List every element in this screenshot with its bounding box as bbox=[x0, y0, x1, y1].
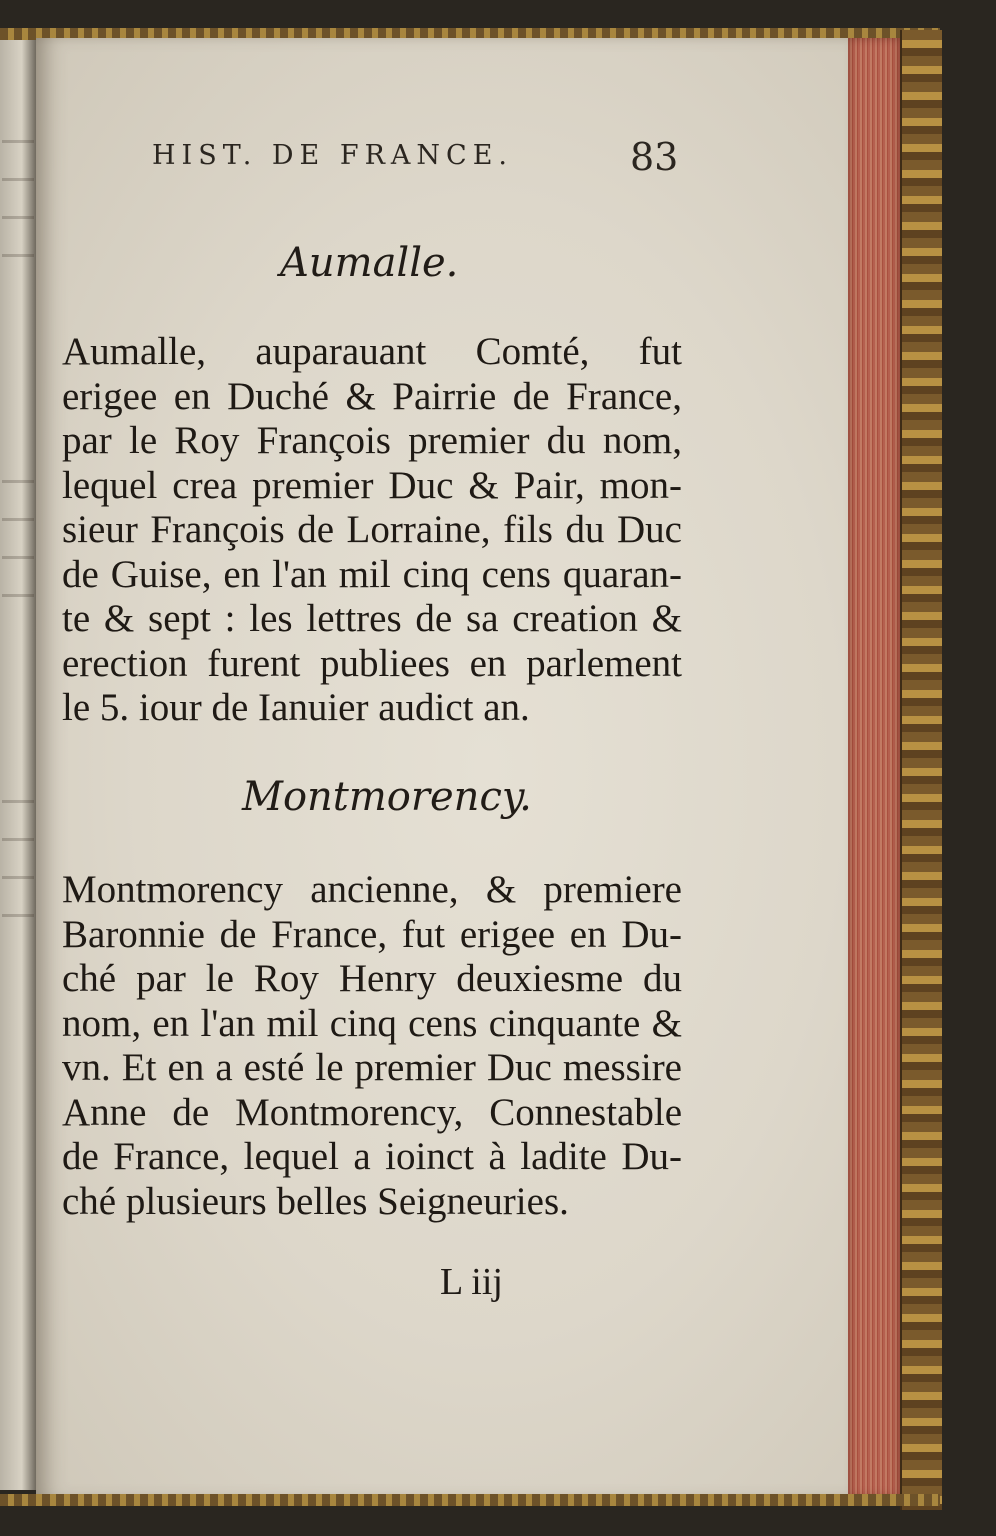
signature-mark: L iij bbox=[440, 1261, 503, 1303]
book-bottom-rim bbox=[0, 1494, 940, 1506]
left-page-text-shadow bbox=[2, 140, 34, 260]
text-line: nom, en l'an mil cinq cens cinquante & bbox=[62, 1001, 682, 1045]
text-line: de France, lequel a ioinct à ladite Du- bbox=[62, 1135, 682, 1178]
text-line: lequel crea premier Duc & Pair, mon- bbox=[62, 463, 682, 507]
section-paragraph bbox=[62, 868, 682, 1224]
text-line: de Guise, en l'an mil cinq cens quaran- bbox=[62, 552, 682, 596]
page-edges bbox=[848, 38, 900, 1498]
page-number: 83 bbox=[630, 135, 679, 179]
book-cover-gilt bbox=[900, 30, 942, 1510]
running-head: HIST. DE FRANCE. bbox=[152, 140, 513, 171]
text-line: te & sept : les lettres de sa creation & bbox=[62, 597, 682, 640]
text-line: ché par le Roy Henry deuxiesme du bbox=[62, 957, 682, 1000]
section-heading: Montmorency. bbox=[242, 774, 532, 820]
text-line: erection furent publiees en parlement bbox=[62, 641, 682, 685]
text-line: par le Roy François premier du nom, bbox=[62, 419, 682, 462]
left-page-edge bbox=[0, 40, 36, 1490]
text-line: ché plusieurs belles Seigneuries. bbox=[62, 1179, 569, 1223]
text-line: Anne de Montmorency, Connestable bbox=[62, 1090, 682, 1134]
left-page-text-shadow bbox=[2, 800, 34, 920]
text-line: Montmorency ancienne, & premiere bbox=[62, 868, 682, 911]
text-line: vn. Et en a esté le premier Duc messire bbox=[62, 1046, 682, 1089]
section-heading: Aumalle. bbox=[280, 240, 459, 286]
text-line: Baronnie de France, fut erigee en Du- bbox=[62, 912, 682, 956]
text-line: Aumalle, auparauant Comté, fut bbox=[62, 330, 682, 373]
left-page-text-shadow bbox=[2, 480, 34, 600]
text-line: erigee en Duché & Pairrie de France, bbox=[62, 374, 682, 418]
section-paragraph bbox=[62, 330, 682, 731]
text-line: le 5. iour de Ianuier audict an. bbox=[62, 686, 530, 729]
text-line: sieur François de Lorraine, fils du Duc bbox=[62, 508, 682, 551]
